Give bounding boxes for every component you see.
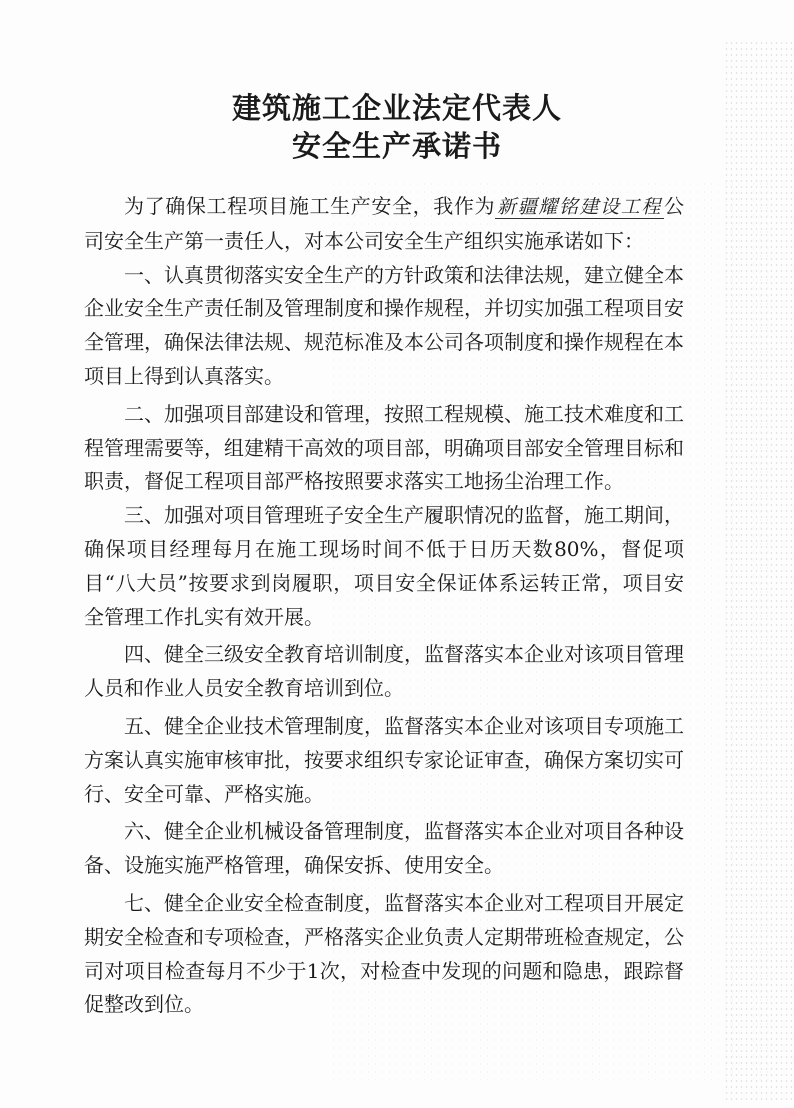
document-subtitle: 安全生产承诺书 <box>291 129 502 163</box>
document-title: 建筑施工企业法定代表人 <box>231 91 562 125</box>
intro-text-continued: 公司安全生产第一责任人，对本公司安全生产组织实施承诺如下： <box>84 194 684 253</box>
intro-text: 为了确保工程项目施工生产安全，我作为 <box>124 194 496 218</box>
commitment-7: 七、健全企业安全检查制度，监督落实本企业对工程项目开展定期安全检查和专项检查，严格落实企业负责人定期带班检查规定，公司对项目检查每月不少于1次，对检查中发现的问题和隐患，跟踪督促整改到位。 <box>84 890 684 1017</box>
document-body <box>84 190 684 1022</box>
commitment-3: 三、加强对项目管理班子安全生产履职情况的监督，施工期间，确保项目经理每月在施工现场时间不低于日历天数80%，督促项目“八大员”按要求到岗履职，项目安全保证体系运转正常，项目安全管理工作扎实有效开展。 <box>84 503 684 629</box>
scan-edge-noise <box>724 40 794 1100</box>
commitment-6: 六、健全企业机械设备管理制度，监督落实本企业对项目各种设备、设施实施严格管理，确保安拆、使用安全。 <box>84 819 684 878</box>
handwritten-company-name: 新疆耀铭建设工程 <box>497 196 662 218</box>
commitment-1: 一、认真贯彻落实安全生产的方针政策和法律法规，建立健全本企业安全生产责任制及管理制度和操作规程，并切实加强工程项目安全管理，确保法律法规、规范标准及本公司各项制度和操作规程在本项目上得到认真落实。 <box>84 262 684 388</box>
commitment-4: 四、健全三级安全教育培训制度，监督落实本企业对该项目管理人员和作业人员安全教育培训到位。 <box>84 642 684 701</box>
intro-paragraph <box>84 190 684 259</box>
commitment-5: 五、健全企业技术管理制度，监督落实本企业对该项目专项施工方案认真实施审核审批，按要求组织专家论证审查，确保方案切实可行、安全可靠、严格实施。 <box>84 713 684 806</box>
commitment-2: 二、加强项目部建设和管理，按照工程规模、施工技术难度和工程管理需要等，组建精干高效的项目部，明确项目部安全管理目标和职责，督促工程项目部严格按照要求落实工地扬尘治理工作。 <box>84 401 684 494</box>
